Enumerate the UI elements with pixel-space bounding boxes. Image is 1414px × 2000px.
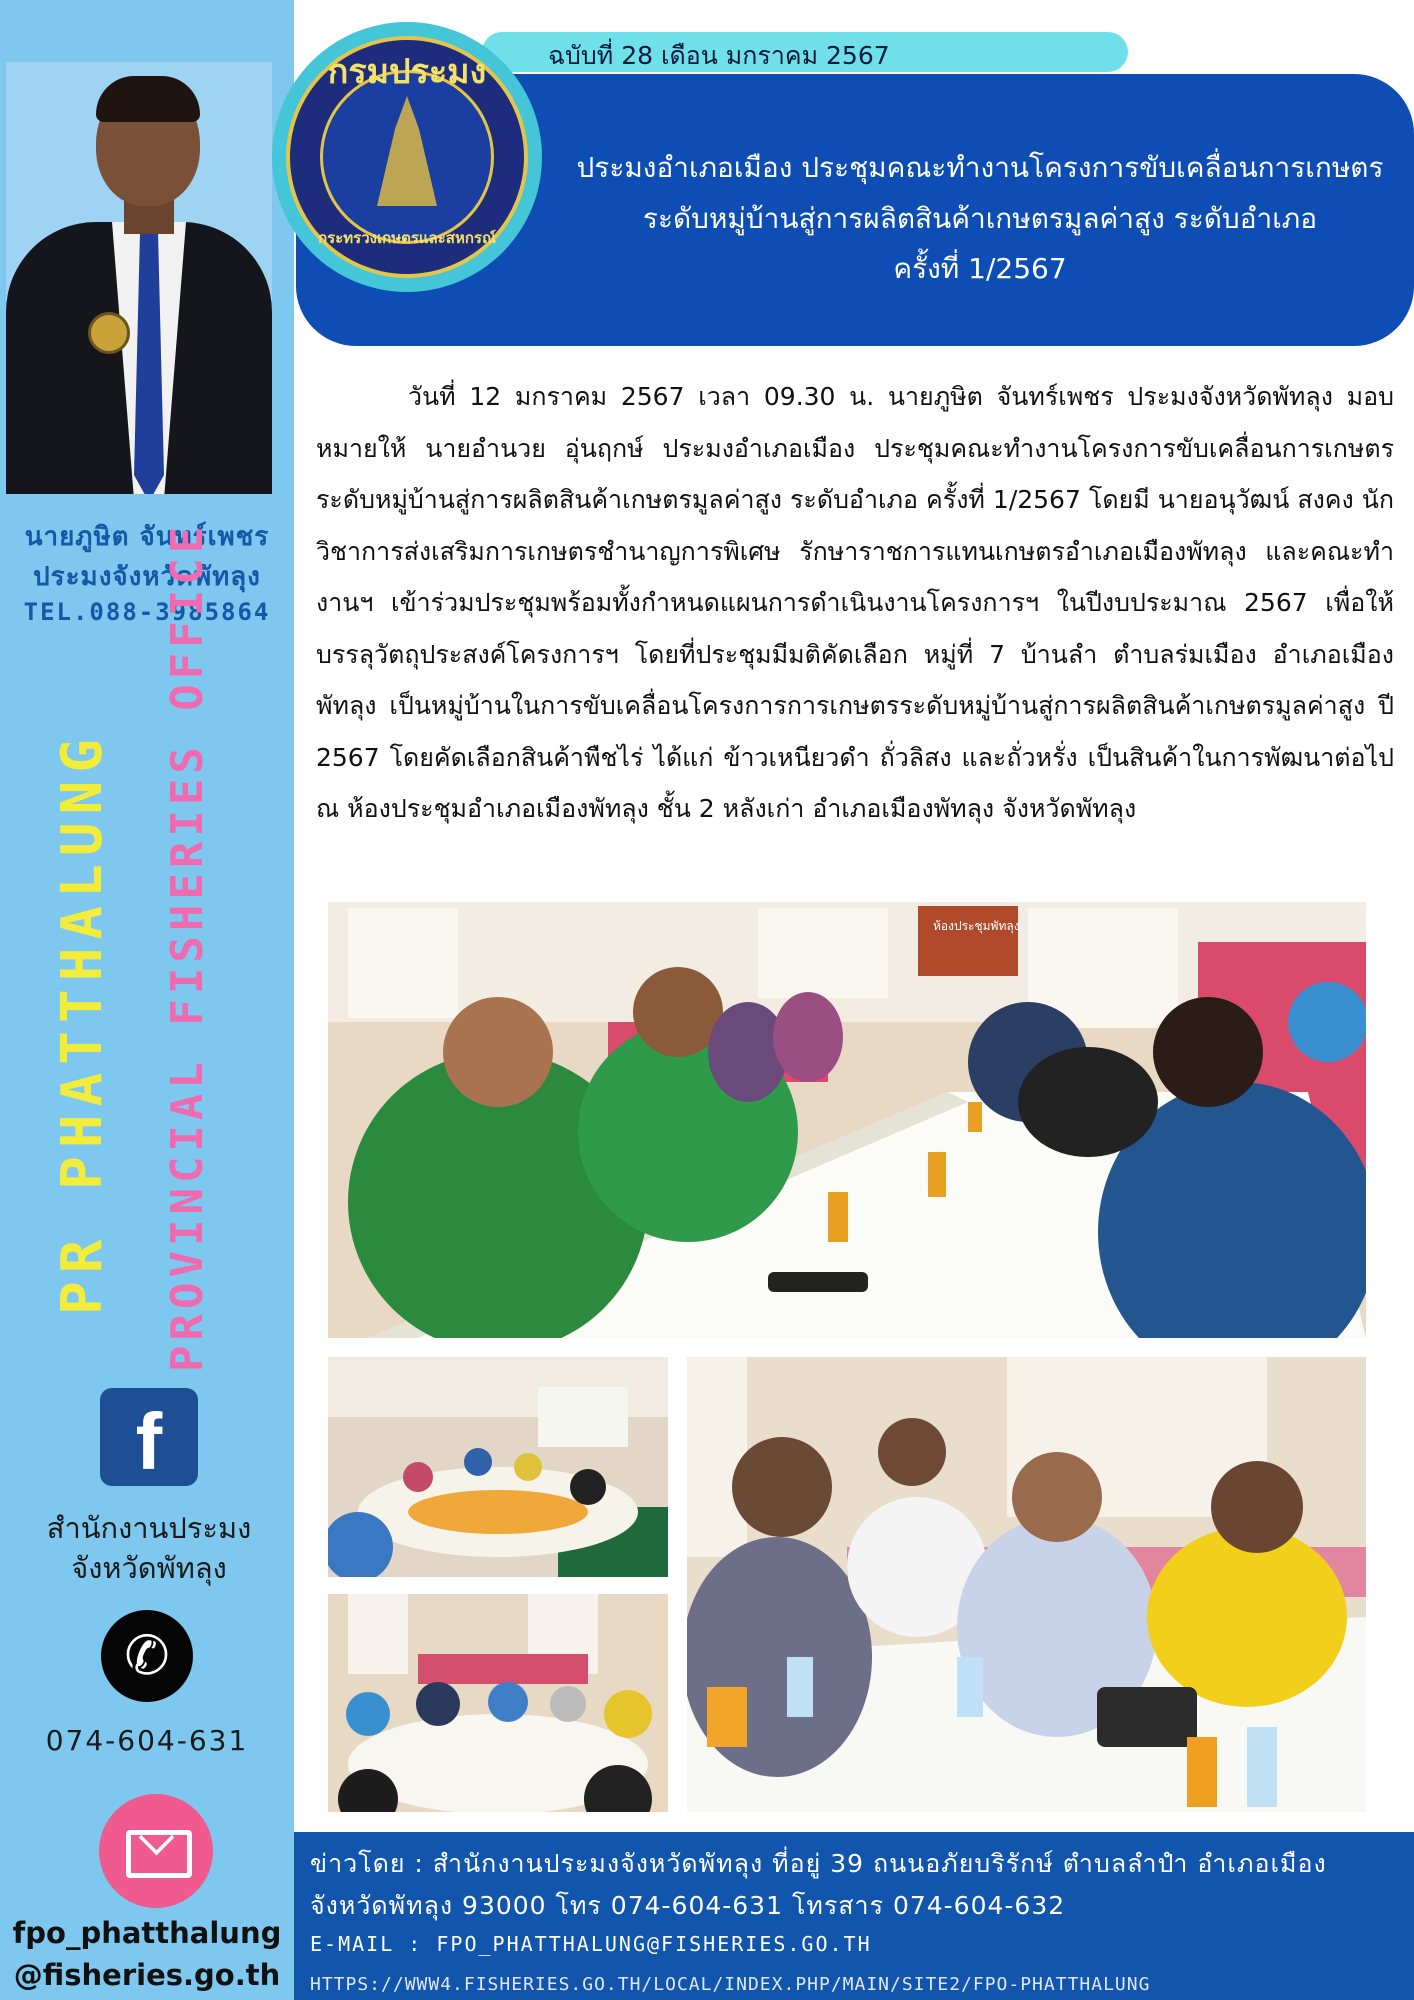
- email-line-2: @fisheries.go.th: [13, 1958, 281, 1992]
- person-tel: TEL.088-3985864: [23, 598, 271, 626]
- news-body: [316, 371, 1394, 835]
- seal-bottom-text: กระทรวงเกษตรและสหกรณ์: [318, 229, 496, 247]
- facebook-icon[interactable]: f: [100, 1388, 198, 1486]
- meeting-photo-main: [328, 902, 1366, 1338]
- department-seal: [272, 22, 542, 292]
- meeting-photo-small-1: [328, 1357, 668, 1577]
- issue-badge: [482, 32, 1128, 72]
- vertical-banner-office: PROVINCIAL FISHERIES OFFICE: [162, 521, 213, 1372]
- headline-line-3: ครั้งที่ 1/2567: [893, 252, 1067, 285]
- issue-text: ฉบับที่ 28 เดือน มกราคม 2567: [548, 41, 890, 70]
- footer: [294, 1832, 1414, 2000]
- person-title: ประมงจังหวัดพัทลุง: [33, 562, 261, 592]
- phone-number: 074-604-631: [45, 1724, 249, 1757]
- email-line-1: fpo_phatthalung: [12, 1916, 282, 1950]
- meeting-photo-large-2: [687, 1357, 1366, 1812]
- headline-line-2: ระดับหมู่บ้านสู่การผลิตสินค้าเกษตรมูลค่าสูง ระดับอำเภอ: [642, 202, 1318, 235]
- footer-email[interactable]: E-MAIL : FPO_PHATTHALUNG@FISHERIES.GO.TH: [310, 1932, 872, 1956]
- headline-line-1: ประมงอำเภอเมือง ประชุมคณะทำงานโครงการขับเคลื่อนการเกษตร: [576, 151, 1384, 184]
- footer-url[interactable]: HTTPS://WWW4.FISHERIES.GO.TH/LOCAL/INDEX.PHP/MAIN/SITE2/FPO-PHATTHALUNG: [310, 1974, 1151, 1995]
- mail-icon[interactable]: [99, 1794, 213, 1908]
- seal-top-text: กรมประมง: [327, 52, 487, 92]
- news-paragraph: วันที่ 12 มกราคม 2567 เวลา 09.30 น. นายภูษิต จันทร์เพชร ประมงจังหวัดพัทลุง มอบหมายให้ นายอำนวย อุ่นฤกษ์ ประมงอำเภอเมือง ประชุมคณะทำงานโครงการขับเคลื่อนการเกษตรระดับหมู่บ้านสู่การผลิตสินค้าเกษตรมูลค่าสูง ระดับอำเภอ ครั้งที่ 1/2567 โดยมี นายอนุวัฒน์ สงคง นักวิชาการส่งเสริมการเกษตรชำนาญการพิเศษ รักษาราชการแทนเกษตรอำเภอเมืองพัทลุง และคณะทำงานฯ เข้าร่วมประชุมพร้อมทั้งกำหนดแผนการดำเนินงานโครงการฯ ในปีงบประมาณ 2567 เพื่อให้บรรลุวัตถุประสงค์โครงการฯ โดยที่ประชุมมีมติคัดเลือก หมู่ที่ 7 บ้านลำ ตำบลร่มเมือง อำเภอเมืองพัทลุง เป็นหมู่บ้านในการขับเคลื่อนโครงการการเกษตรระดับหมู่บ้านสู่การผลิตสินค้าเกษตรมูลค่าสูง ปี 2567 โดยคัดเลือกสินค้าพืชไร่ ได้แก่ ข้าวเหนียวดำ ถั่วลิสง และถั่วหรั่ง เป็นสินค้าในการพัฒนาต่อไป ณ ห้องประชุมอำเภอเมืองพัทลุง ชั้น 2 หลังเก่า อำเภอเมืองพัทลุง จังหวัดพัทลุง: [316, 382, 1394, 823]
- meeting-photo-small-2: [328, 1594, 668, 1812]
- portrait-photo: [6, 62, 272, 494]
- person-name: นายภูษิต จันทร์เพชร: [24, 522, 270, 552]
- facebook-page-label: สำนักงานประมงจังหวัดพัทลุง: [46, 1511, 252, 1585]
- sidebar: [0, 0, 294, 2000]
- room-sign-text: ห้องประชุมพัทลุง: [933, 919, 1020, 933]
- footer-address-line-1: ข่าวโดย : สำนักงานประมงจังหวัดพัทลุง ที่อยู่ 39 ถนนอภัยบริรักษ์ ตำบลลำปำ อำเภอเมือง: [310, 1849, 1327, 1878]
- vertical-banner-pr: PR PHATTHALUNG: [50, 730, 115, 1315]
- phone-icon[interactable]: ✆: [101, 1610, 193, 1702]
- footer-address-line-2: จังหวัดพัทลุง 93000 โทร 074-604-631 โทรสาร 074-604-632: [310, 1891, 1066, 1920]
